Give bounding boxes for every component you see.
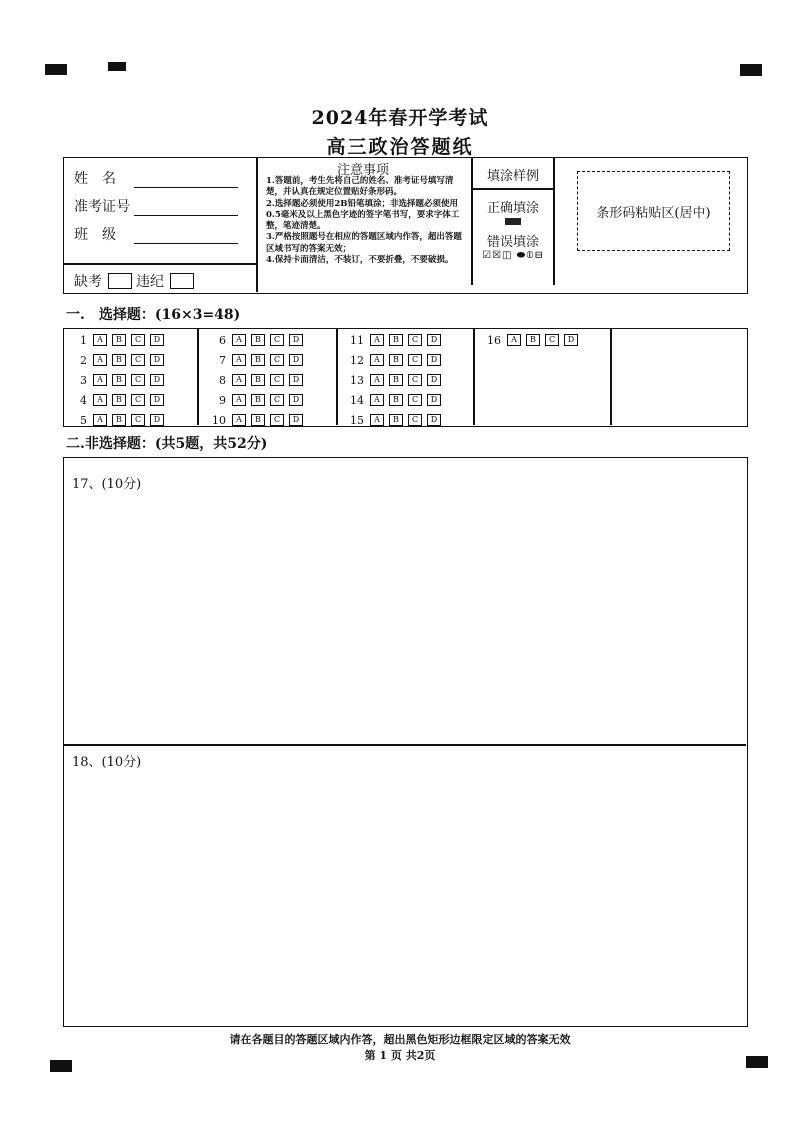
header-info-box bbox=[63, 157, 748, 294]
question-number: 15 bbox=[350, 413, 364, 427]
option-bubble-d[interactable]: D bbox=[289, 414, 303, 426]
registration-mark-top-right bbox=[740, 64, 762, 76]
option-bubble-d[interactable]: D bbox=[427, 354, 441, 366]
fill-example-title: 填涂样例 bbox=[486, 169, 539, 184]
notice-item-2: 2.选择题必须使用2B铅笔填涂；非选择题必须使用0.5毫米及以上黑色字迹的签字笔书写，要求字体工整，笔迹清楚。 bbox=[266, 198, 460, 232]
exam-id-field[interactable] bbox=[74, 196, 238, 216]
question-number: 10 bbox=[212, 413, 226, 427]
option-bubble-c[interactable]: C bbox=[270, 374, 284, 386]
option-bubble-a[interactable]: A bbox=[93, 374, 107, 386]
option-bubble-b[interactable]: B bbox=[526, 334, 540, 346]
choice-question-10 bbox=[208, 413, 308, 427]
choice-question-8 bbox=[208, 373, 308, 387]
correct-fill-label: 正确填涂 bbox=[486, 201, 539, 216]
footer-notice: 请在各题目的答题区域内作答，超出黑色矩形边框限定区域的答案无效 bbox=[229, 1033, 571, 1046]
question-number: 16 bbox=[487, 333, 501, 347]
option-bubble-b[interactable]: B bbox=[112, 334, 126, 346]
choice-divider-2 bbox=[336, 329, 338, 425]
question-number: 8 bbox=[219, 373, 226, 387]
option-bubble-b[interactable]: B bbox=[251, 414, 265, 426]
choice-question-9 bbox=[208, 393, 308, 407]
notice-item-1: 1.答题前，考生先将自己的姓名、准考证号填写清楚，并认真在规定位置贴好条形码。 bbox=[266, 176, 454, 198]
option-bubble-b[interactable]: B bbox=[251, 334, 265, 346]
option-bubble-a[interactable]: A bbox=[93, 334, 107, 346]
option-bubble-a[interactable]: A bbox=[232, 394, 246, 406]
barcode-area bbox=[577, 171, 730, 251]
option-bubble-a[interactable]: A bbox=[370, 374, 384, 386]
option-bubble-c[interactable]: C bbox=[131, 374, 145, 386]
option-bubble-b[interactable]: B bbox=[389, 334, 403, 346]
absent-violation-row bbox=[74, 271, 198, 291]
option-bubble-d[interactable]: D bbox=[150, 354, 164, 366]
question-number: 3 bbox=[80, 373, 87, 387]
choice-question-4 bbox=[69, 393, 169, 407]
choice-question-1 bbox=[69, 333, 169, 347]
option-bubble-b[interactable]: B bbox=[112, 354, 126, 366]
exam-id-input-line[interactable] bbox=[134, 201, 238, 216]
answer-area bbox=[63, 457, 748, 1027]
option-bubble-b[interactable]: B bbox=[112, 374, 126, 386]
choice-question-6 bbox=[208, 333, 308, 347]
option-bubble-a[interactable]: A bbox=[370, 334, 384, 346]
question-18-writing-area[interactable] bbox=[64, 746, 746, 1025]
section2-title: 二.非选择题：(共5题，共52分) bbox=[66, 436, 268, 452]
option-bubble-a[interactable]: A bbox=[507, 334, 521, 346]
option-bubble-a[interactable]: A bbox=[93, 414, 107, 426]
question-number: 1 bbox=[80, 333, 87, 347]
option-bubble-c[interactable]: C bbox=[270, 394, 284, 406]
option-bubble-c[interactable]: C bbox=[131, 394, 145, 406]
option-bubble-a[interactable]: A bbox=[232, 414, 246, 426]
question-number: 6 bbox=[219, 333, 226, 347]
option-bubble-c[interactable]: C bbox=[131, 334, 145, 346]
option-bubble-d[interactable]: D bbox=[150, 334, 164, 346]
page-number: 第 1 页 共2页 bbox=[364, 1049, 436, 1062]
option-bubble-c[interactable]: C bbox=[131, 354, 145, 366]
notice-item-4: 4.保持卡面清洁，不装订，不要折叠，不要破损。 bbox=[266, 255, 454, 266]
class-field[interactable] bbox=[74, 224, 238, 244]
divider-3 bbox=[553, 158, 555, 285]
multiple-choice-grid bbox=[63, 328, 748, 427]
option-bubble-c[interactable]: C bbox=[270, 334, 284, 346]
option-bubble-b[interactable]: B bbox=[389, 394, 403, 406]
option-bubble-c[interactable]: C bbox=[408, 414, 422, 426]
choice-question-16 bbox=[483, 333, 583, 347]
name-field[interactable] bbox=[74, 168, 238, 188]
choice-question-3 bbox=[69, 373, 169, 387]
option-bubble-c[interactable]: C bbox=[408, 354, 422, 366]
registration-mark-top-left-2 bbox=[108, 62, 126, 71]
option-bubble-a[interactable]: A bbox=[232, 334, 246, 346]
option-bubble-d[interactable]: D bbox=[427, 394, 441, 406]
wrong-fill-label: 错误填涂 bbox=[486, 235, 539, 250]
divider-1 bbox=[256, 158, 258, 292]
question-number: 11 bbox=[350, 333, 364, 347]
option-bubble-c[interactable]: C bbox=[408, 374, 422, 386]
question-17-writing-area[interactable] bbox=[64, 458, 746, 743]
absent-checkbox[interactable] bbox=[108, 273, 132, 289]
option-bubble-a[interactable]: A bbox=[93, 354, 107, 366]
notice-body bbox=[266, 176, 462, 266]
question-number: 12 bbox=[350, 353, 364, 367]
option-bubble-b[interactable]: B bbox=[389, 354, 403, 366]
option-bubble-b[interactable]: B bbox=[112, 394, 126, 406]
choice-question-5 bbox=[69, 413, 169, 427]
question-number: 7 bbox=[219, 353, 226, 367]
option-bubble-a[interactable]: A bbox=[370, 414, 384, 426]
option-bubble-c[interactable]: C bbox=[270, 414, 284, 426]
choice-question-2 bbox=[69, 353, 169, 367]
class-label: 班 级 bbox=[74, 227, 116, 243]
choice-question-14 bbox=[346, 393, 446, 407]
choice-divider-4 bbox=[610, 329, 612, 425]
choice-question-12 bbox=[346, 353, 446, 367]
option-bubble-b[interactable]: B bbox=[251, 374, 265, 386]
registration-mark-top-left bbox=[45, 64, 67, 75]
class-input-line[interactable] bbox=[134, 229, 238, 244]
exam-subtitle: 高三政治答题纸 bbox=[326, 136, 474, 158]
option-bubble-b[interactable]: B bbox=[251, 354, 265, 366]
exam-id-label: 准考证号 bbox=[74, 199, 130, 215]
notice-item-3: 3.严格按照题号在相应的答题区域内作答，超出答题区域书写的答案无效； bbox=[266, 232, 462, 254]
absent-divider bbox=[64, 263, 256, 265]
option-bubble-d[interactable]: D bbox=[289, 374, 303, 386]
question-number: 9 bbox=[219, 393, 226, 407]
option-bubble-a[interactable]: A bbox=[232, 374, 246, 386]
option-bubble-b[interactable]: B bbox=[251, 394, 265, 406]
option-bubble-d[interactable]: D bbox=[150, 374, 164, 386]
choice-divider-1 bbox=[197, 329, 199, 425]
option-bubble-d[interactable]: D bbox=[427, 374, 441, 386]
option-bubble-c[interactable]: C bbox=[408, 394, 422, 406]
option-bubble-b[interactable]: B bbox=[389, 414, 403, 426]
violation-checkbox[interactable] bbox=[170, 273, 194, 289]
notice-title: 注意事项 bbox=[336, 163, 389, 178]
fill-example-divider bbox=[471, 188, 553, 190]
option-bubble-c[interactable]: C bbox=[408, 334, 422, 346]
option-bubble-a[interactable]: A bbox=[93, 394, 107, 406]
question-number: 2 bbox=[80, 353, 87, 367]
violation-label: 违纪 bbox=[136, 274, 164, 290]
option-bubble-c[interactable]: C bbox=[545, 334, 559, 346]
option-bubble-d[interactable]: D bbox=[427, 334, 441, 346]
option-bubble-c[interactable]: C bbox=[270, 354, 284, 366]
option-bubble-a[interactable]: A bbox=[370, 354, 384, 366]
option-bubble-d[interactable]: D bbox=[564, 334, 578, 346]
option-bubble-b[interactable]: B bbox=[389, 374, 403, 386]
question-17-label: 17、(10分) bbox=[72, 477, 142, 492]
option-bubble-d[interactable]: D bbox=[289, 394, 303, 406]
section1-title: 一. 选择题：(16×3=48) bbox=[66, 307, 241, 323]
barcode-label: 条形码粘贴区(居中) bbox=[596, 205, 711, 221]
name-input-line[interactable] bbox=[134, 173, 238, 188]
correct-fill-sample bbox=[505, 218, 521, 225]
question-number: 5 bbox=[80, 413, 87, 427]
option-bubble-d[interactable]: D bbox=[427, 414, 441, 426]
choice-question-11 bbox=[346, 333, 446, 347]
option-bubble-d[interactable]: D bbox=[289, 354, 303, 366]
question-number: 13 bbox=[350, 373, 364, 387]
choice-question-13 bbox=[346, 373, 446, 387]
question-number: 4 bbox=[80, 393, 87, 407]
option-bubble-a[interactable]: A bbox=[232, 354, 246, 366]
absent-label: 缺考 bbox=[74, 274, 102, 290]
exam-title: 2024年春开学考试 bbox=[311, 107, 489, 129]
question-number: 14 bbox=[350, 393, 364, 407]
option-bubble-b[interactable]: B bbox=[112, 414, 126, 426]
option-bubble-d[interactable]: D bbox=[150, 414, 164, 426]
question-18-label: 18、(10分) bbox=[72, 755, 142, 770]
wrong-fill-samples: ☑☒◫ ⬬⦶⊟ bbox=[482, 250, 544, 261]
option-bubble-d[interactable]: D bbox=[150, 394, 164, 406]
name-label: 姓 名 bbox=[74, 171, 116, 187]
option-bubble-c[interactable]: C bbox=[131, 414, 145, 426]
option-bubble-a[interactable]: A bbox=[370, 394, 384, 406]
choice-divider-3 bbox=[473, 329, 475, 425]
choice-question-7 bbox=[208, 353, 308, 367]
option-bubble-d[interactable]: D bbox=[289, 334, 303, 346]
choice-question-15 bbox=[346, 413, 446, 427]
